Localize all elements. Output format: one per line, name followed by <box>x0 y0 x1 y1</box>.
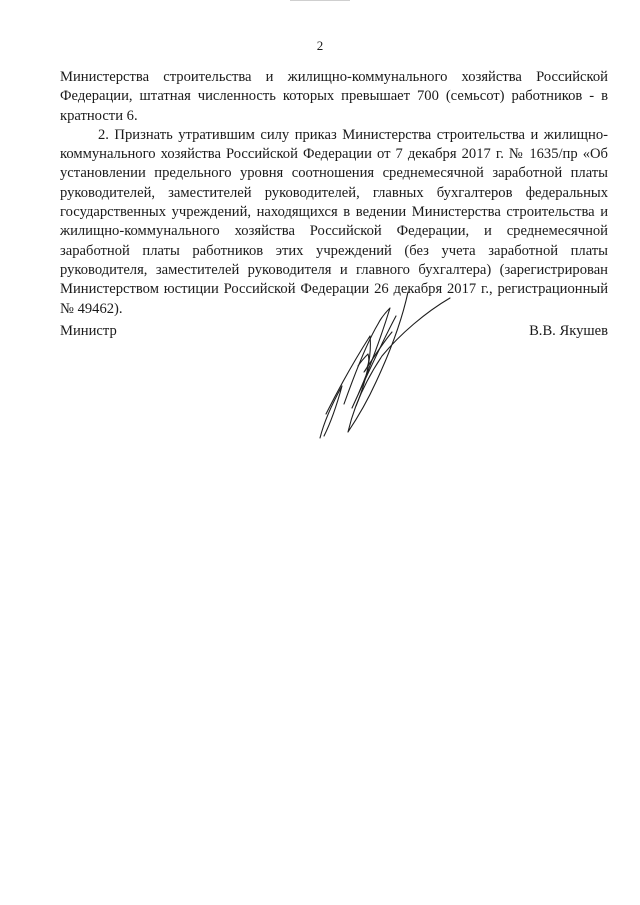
handwritten-signature <box>306 286 456 446</box>
signatory-name: В.В. Якушев <box>529 323 608 339</box>
scan-edge-line <box>290 0 350 1</box>
document-body <box>60 68 608 319</box>
page-number: 2 <box>316 38 324 53</box>
paragraph-continuation: Министерства строительства и жилищно-коммунального хозяйства Российской Федерации, штатная численность которых превышает 700 (семьсот) работников - в кратности 6. <box>60 69 608 124</box>
paragraph-item-2: 2. Признать утратившим силу приказ Министерства строительства и жилищно-коммунального хозяйства Российской Федерации от 7 декабря 2017 г. № 1635/пр «Об установлении предельного уровня соотношения среднемесячной заработной платы руководителей, заместителей руководителей, главных бухгалтеров федеральных государственных учреждений, находящихся в ведении Министерства строительства и жилищно-коммунального хозяйства Российской Федерации, и среднемесячной заработной платы работников этих учреждений (без учета заработной платы руководителя, заместителей руководителя и главного бухгалтера) (зарегистрирован Министерством юстиции Российской Федерации 26 декабря 2017 г., регистрационный № 49462). <box>60 126 608 317</box>
signatory-title: Министр <box>60 323 117 339</box>
signature-stroke <box>320 386 342 438</box>
signature-stroke <box>326 336 370 414</box>
signature-stroke <box>348 292 450 432</box>
